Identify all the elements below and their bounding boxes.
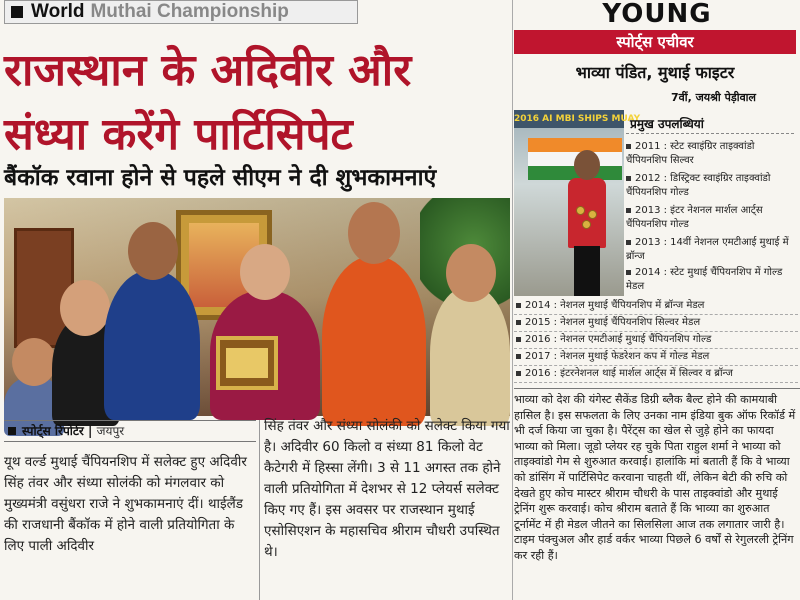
person-boy-orange [322, 256, 426, 426]
profile-name: भाव्या पंडित, मुथाई फाइटर [575, 63, 735, 82]
sidebar-band: स्पोर्ट्स एचीवर [514, 30, 796, 54]
person-chief-minister-head [240, 244, 290, 300]
achievement-item: 2014 : नेशनल मुथाई चैंपियनशिप में ब्रॉन्ज मेडल [514, 298, 798, 315]
achievement-item: 2014 : स्टेट मुथाई चैंपियनशिप में गोल्ड मेडल [626, 267, 783, 292]
square-bullet-icon [516, 354, 521, 359]
square-bullet-icon [626, 176, 631, 181]
square-bullet-icon [11, 6, 23, 18]
subheadline: बैंकॉक रवाना होने से पहले सीएम ने दी शुभकामनाएं [4, 165, 437, 191]
photo-banner: 2016 AI MBI SHIPS MUAY [514, 110, 624, 128]
achievement-item: 2016 : इंटरनेशनल थाई मार्शल आर्ट्स में सिल्वर व ब्रॉन्ज [514, 366, 798, 383]
person-boy-small-head [12, 338, 56, 386]
byline: स्पोर्ट्स रिपोर्टर | जयपुर [4, 420, 256, 442]
athlete-legs [574, 246, 600, 296]
square-bullet-icon [516, 337, 521, 342]
achievement-item: 2013 : 14वीं नेशनल एमटीआई मुथाई में ब्रॉन्ज [626, 237, 789, 262]
section-tag-part1: World [31, 1, 85, 22]
headline-line-2: संध्या करेंगे पार्टिसिपेट [4, 109, 353, 160]
person-girl-right [430, 286, 510, 426]
award-plaque [216, 336, 278, 390]
main-news-photo [4, 198, 510, 416]
person-girl-left-head [60, 280, 110, 336]
achievement-item: 2016 : नेशनल एमटीआई मुथाई चैंपियनशिप गोल्ड [514, 332, 798, 349]
headline-line-1: राजस्थान के अदिवीर और [4, 45, 412, 96]
flag-saffron [528, 138, 622, 152]
person-boy-orange-head [348, 202, 400, 264]
achievement-item: 2017 : नेशनल मुथाई फेडरेशन कप में गोल्ड मेडल [514, 349, 798, 366]
achievement-item: 2012 : डिस्ट्रिक्ट स्वाइंग्रिर ताइक्वांडो चैंपियनशिप गोल्ड [626, 173, 771, 198]
achievement-item: 2015 : नेशनल मुथाई चैंपियनशिप सिल्वर मेडल [514, 315, 798, 332]
byline-city: जयपुर [96, 424, 125, 438]
byline-reporter: स्पोर्ट्स रिपोर्टर [22, 424, 84, 438]
profile-class: 7वीं, जयश्री पेड़ीवाल [670, 91, 756, 104]
section-tag [4, 0, 358, 24]
athlete-body [568, 178, 606, 248]
square-bullet-icon [626, 144, 631, 149]
sidebar-body-text: भाव्या को देश की यंगेस्ट सैकेंड डिग्री ब्लैक बैल्ट होने की कामयाबी हासिल है। इस सफलता के लिए उनका नाम इंडिया बुक ऑफ रिकॉर्ड में भी दर्ज किया जा चुका है। पैरेंट्स का खेल से जुड़े होने का फायदा भाव्या को मिला। जूडो प्लेयर रह चुके पिता राहुल शर्मा ने भाव्या को ताइक्वांडो गेम से शुरुआत करवाई। हालांकि मां बताती हैं कि वे भाव्या को डांसिंग में पार्टिसिपेट करवाना चाहती थीं, लेकिन बेटी की रुचि को देखते हुए कोच मास्टर श्रीराम चौधरी के पास ताइक्वांडो और मुथाई ट्रेनिंग शुरू करवाई। कोच श्रीराम बताते हैं कि भाव्या का शुरुआत टूर्नामेंट में ही मेडल जीतने का सिलसिला आज तक लगातार जारी है। टाइम पंक्चुअल और हार्ड वर्कर भाव्या पिछले 6 वर्षों से रेगुलरली ट्रेनिंग कर रही हैं। [514, 388, 800, 600]
column-divider [259, 420, 260, 600]
profile-photo [514, 110, 641, 296]
article-column-2: सिंह तंवर और संध्या सोलंकी को सलेक्ट किया गया है। अदिवीर 60 किलो व संध्या 81 किलो वेट कैटेगरी में हिस्सा लेंगी। 3 से 11 अगस्त तक होने वाली प्रतियोगिता में देशभर से 12 प्लेयर्स सलेक्ट किए गए हैं। इस अवसर पर राजस्थान मुथाई एसोसिएशन के महासचिव श्रीराम चौधरी उपस्थित थे। [264, 418, 510, 560]
sidebar-divider [512, 0, 513, 600]
article-column-1: यूथ वर्ल्ड मुथाई चैंपियनशिप में सलेक्ट हुए अदिवीर सिंह तंवर और संध्या सोलंकी को मंगलवार को मुख्यमंत्री वसुंधरा राजे ने शुभकामनाएं दीं। थाईलैंड की राजधानी बैंकॉक में होने वाली प्रतियोगिता के लिए पाली अदिवीर [4, 454, 247, 554]
square-bullet-icon [626, 270, 631, 275]
person-coach-head [128, 222, 178, 280]
square-bullet-icon [8, 427, 16, 435]
achievement-item: 2013 : इंटर नेशनल मार्शल आर्ट्स चैंपियनशिप गोल्ड [626, 205, 763, 230]
square-bullet-icon [516, 303, 521, 308]
person-coach [104, 270, 200, 420]
section-tag-part2: Muthai Championship [90, 1, 289, 22]
athlete-head [574, 150, 600, 180]
square-bullet-icon [626, 208, 631, 213]
achievements-title: प्रमुख उपलब्धियां [626, 114, 794, 134]
square-bullet-icon [516, 320, 521, 325]
achievement-item: 2011 : स्टेट स्वाइंग्रिर ताइक्वांडो चैंपियनशिप सिल्वर [626, 141, 755, 166]
medal-icon [576, 206, 585, 215]
person-girl-right-head [446, 244, 496, 302]
square-bullet-icon [516, 371, 521, 376]
square-bullet-icon [626, 240, 631, 245]
medal-icon [582, 220, 591, 229]
sidebar-brand: YOUNG [602, 0, 712, 29]
medal-icon [588, 210, 597, 219]
